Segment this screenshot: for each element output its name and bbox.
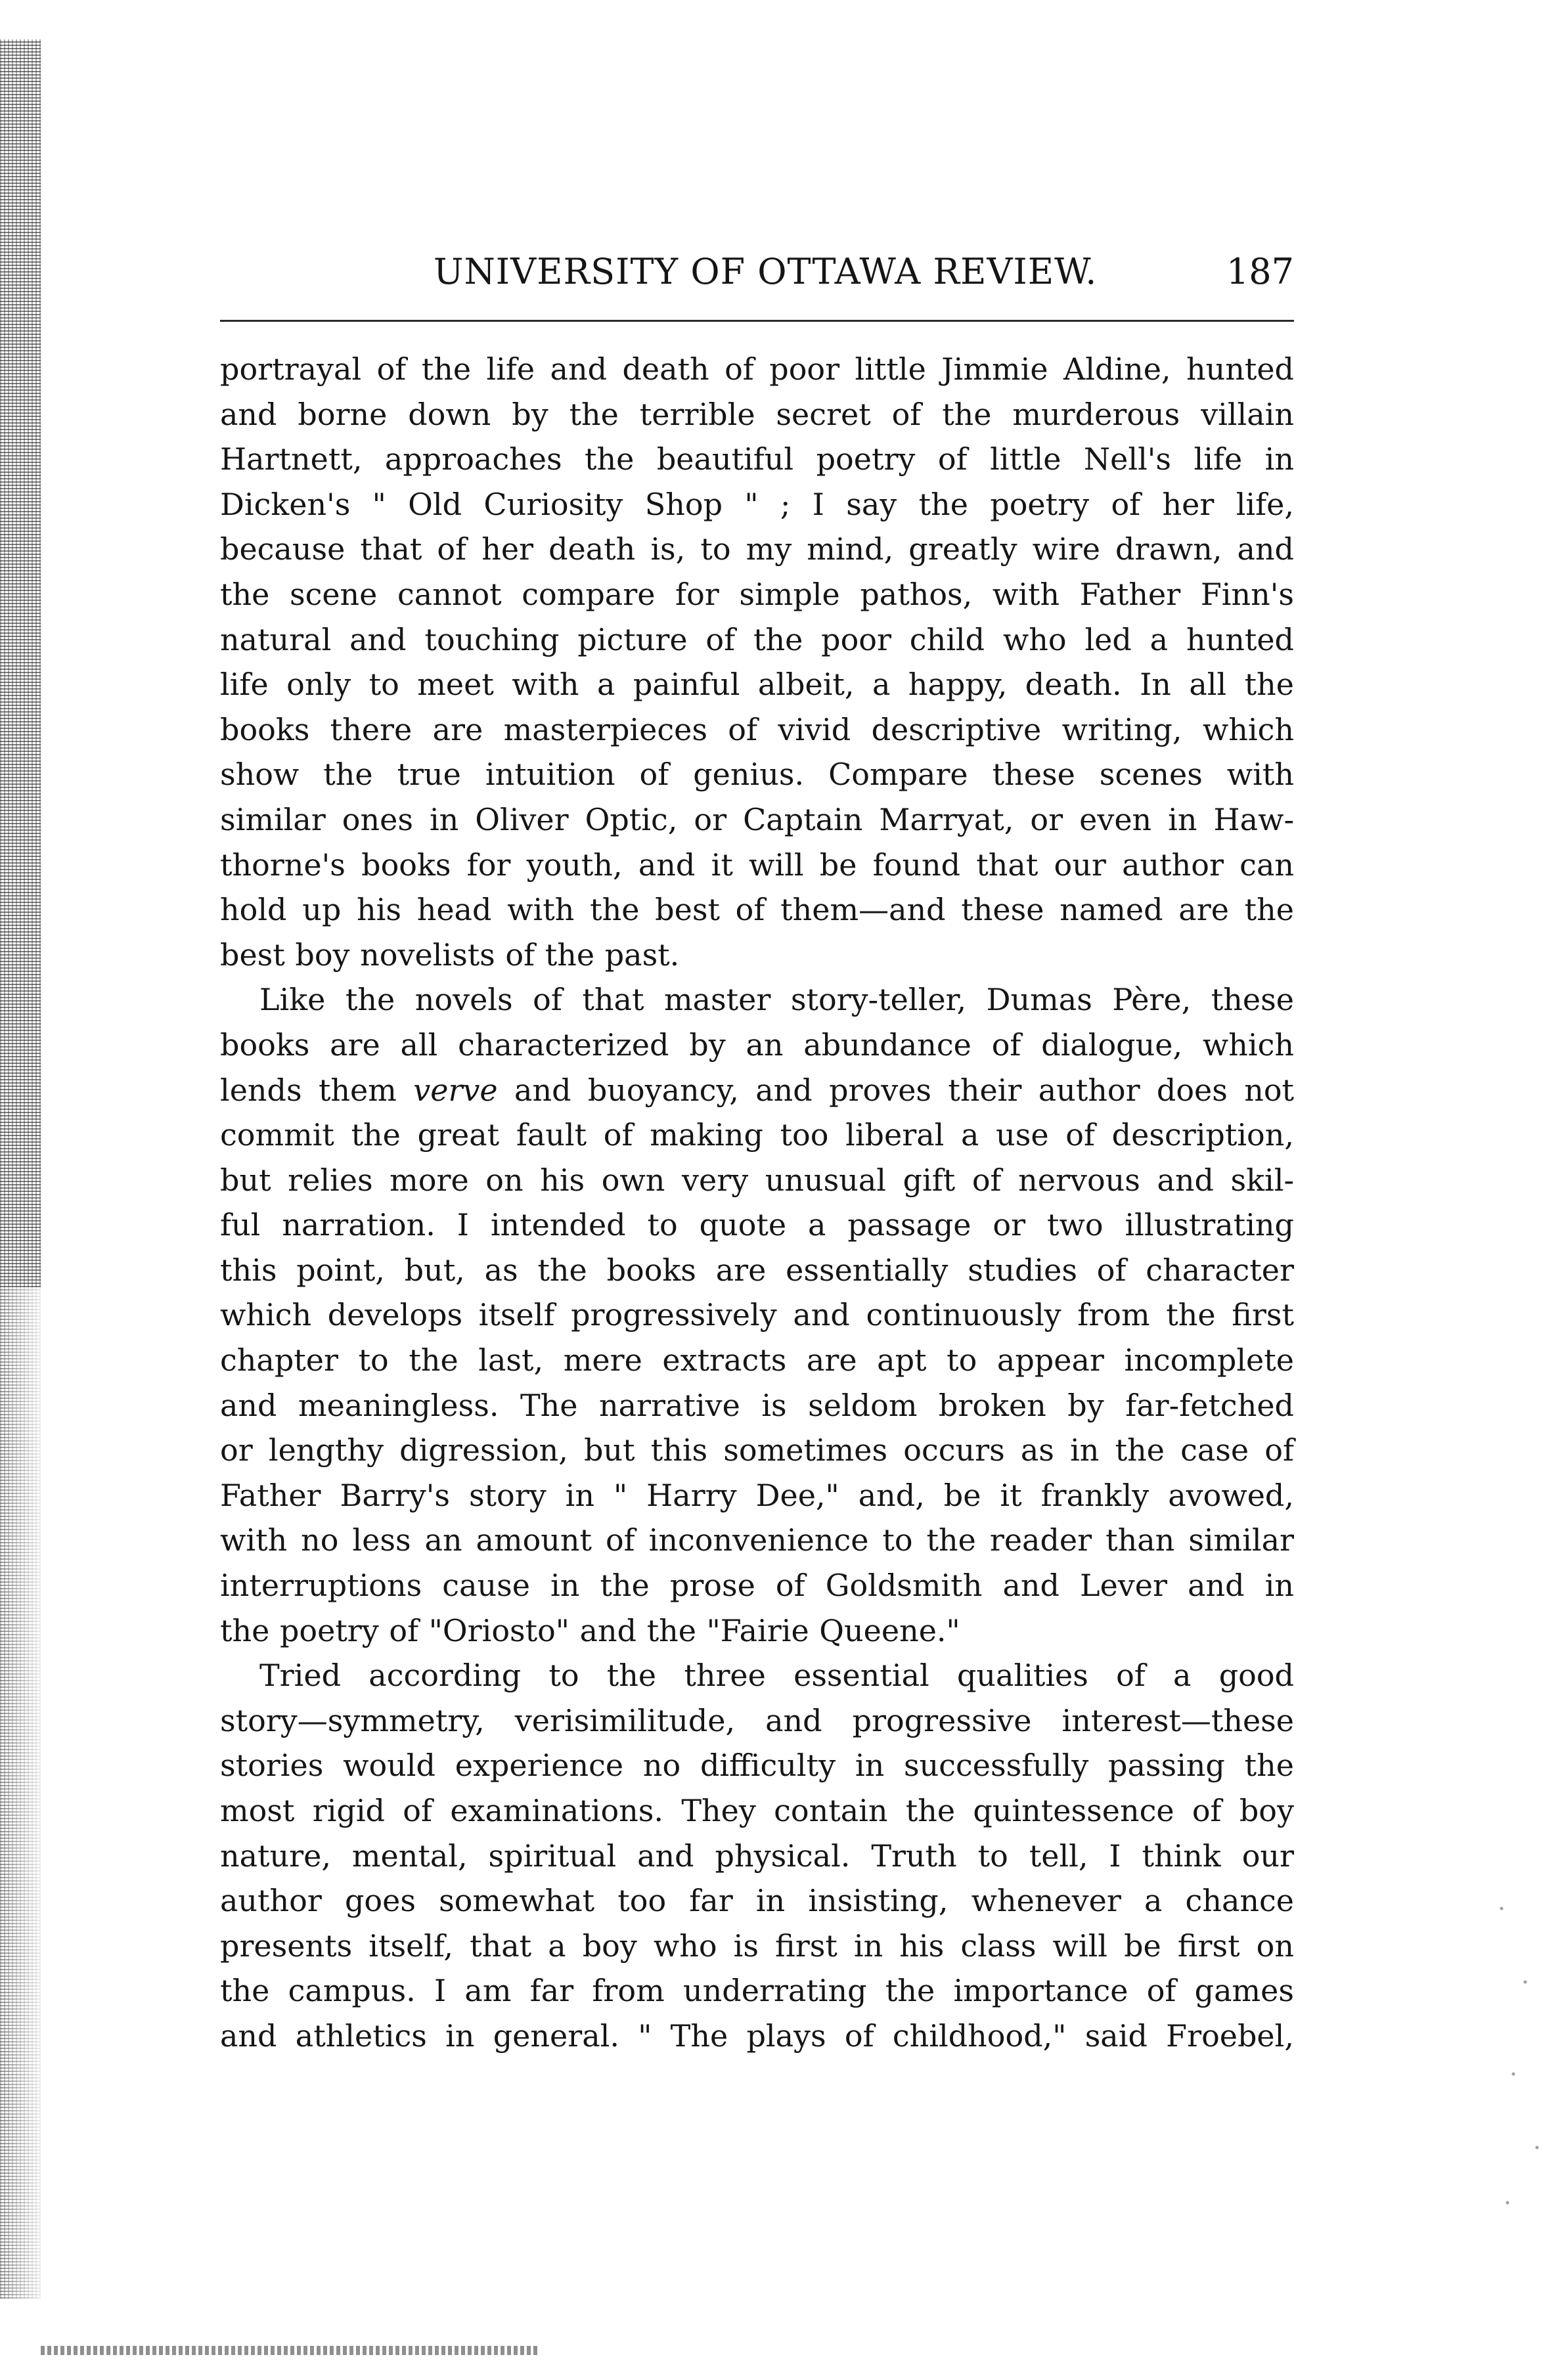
text-line: Dicken's " Old Curiosity Shop " ; I say the poetry of her life,	[220, 486, 1294, 522]
page-number: 187	[1226, 251, 1294, 292]
text-line-with-italic	[220, 1068, 1294, 1113]
text-line: books there are masterpieces of vivid descriptive writing, which	[220, 711, 1294, 747]
text-line: ful narration. I intended to quote a passage or two illustrating	[220, 1207, 1294, 1243]
text-line: books are all characterized by an abundance of dialogue, which	[220, 1026, 1294, 1063]
text-line: which develops itself progressively and continuously from the first	[220, 1297, 1294, 1333]
bottom-scan-smudge	[41, 2346, 540, 2355]
text-line: most rigid of examinations. They contain the quintessence of boy	[220, 1793, 1294, 1828]
text-line: natural and touching picture of the poor child who led a hunted	[220, 621, 1294, 657]
text-line: thorne's books for youth, and it will be found that our author can	[220, 847, 1294, 883]
text-line: commit the great fault of making too liberal a use of description,	[220, 1117, 1294, 1153]
text-line: because that of her death is, to my mind, greatly wire drawn, and	[220, 531, 1294, 567]
text-line: this point, but, as the books are essentially studies of character	[220, 1252, 1294, 1288]
text-line: but relies more on his own very unusual gift of nervous and skil-	[220, 1162, 1294, 1198]
text-line: portrayal of the life and death of poor little Jimmie Aldine, hunted	[220, 351, 1294, 387]
text-span: and buoyancy, and proves their author does not	[514, 1072, 1294, 1108]
text-line: show the true intuition of genius. Compare these scenes with	[220, 757, 1294, 793]
text-line: or lengthy digression, but this sometimes occurs as in the case of	[220, 1432, 1294, 1468]
text-line: similar ones in Oliver Optic, or Captain Marryat, or even in Haw-	[220, 801, 1294, 837]
text-line: and meaningless. The narrative is seldom broken by far-fetched	[220, 1387, 1294, 1423]
text-line: presents itself, that a boy who is first in his class will be first on	[220, 1928, 1294, 1964]
text-line: with no less an amount of inconvenience to the reader than similar	[220, 1522, 1294, 1558]
text-line: life only to meet with a painful albeit, a happy, death. In all the	[220, 667, 1294, 703]
running-header	[217, 251, 1294, 297]
text-line: Like the novels of that master story-teller, Dumas Père, these	[259, 982, 1294, 1018]
text-line: best boy novelists of the past.	[220, 937, 680, 973]
article-body	[220, 347, 1294, 2059]
italic-word: verve	[413, 1072, 498, 1108]
text-line: Hartnett, approaches the beautiful poetry of little Nell's life in	[220, 441, 1294, 477]
text-line: hold up his head with the best of them—and these named are the	[220, 892, 1294, 928]
text-line: Tried according to the three essential qualities of a good	[259, 1658, 1294, 1694]
text-line: nature, mental, spiritual and physical. Truth to tell, I think our	[220, 1838, 1294, 1874]
text-line: and borne down by the terrible secret of the murderous villain	[220, 396, 1294, 432]
text-span: lends them	[220, 1072, 397, 1108]
header-rule	[220, 320, 1294, 322]
text-line: author goes somewhat too far in insisting, whenever a chance	[220, 1883, 1294, 1919]
binding-edge-scan	[0, 39, 41, 2299]
text-line: story—symmetry, verisimilitude, and progressive interest—these	[220, 1702, 1294, 1738]
text-line: the scene cannot compare for simple pathos, with Father Finn's	[220, 576, 1294, 612]
text-line: the campus. I am far from underrating the importance of games	[220, 1973, 1294, 2009]
text-line: stories would experience no difficulty in successfully passing the	[220, 1748, 1294, 1784]
text-line: chapter to the last, mere extracts are apt to appear incomplete	[220, 1342, 1294, 1378]
text-line: interruptions cause in the prose of Goldsmith and Lever and in	[220, 1568, 1294, 1604]
text-line: the poetry of "Oriosto" and the "Fairie Queene."	[220, 1612, 960, 1648]
text-line: Father Barry's story in " Harry Dee," and, be it frankly avowed,	[220, 1477, 1294, 1513]
text-line: and athletics in general. " The plays of childhood," said Froebel,	[220, 2017, 1294, 2054]
journal-title: UNIVERSITY OF OTTAWA REVIEW.	[434, 251, 1098, 292]
right-scan-speckle	[1490, 1872, 1549, 2239]
